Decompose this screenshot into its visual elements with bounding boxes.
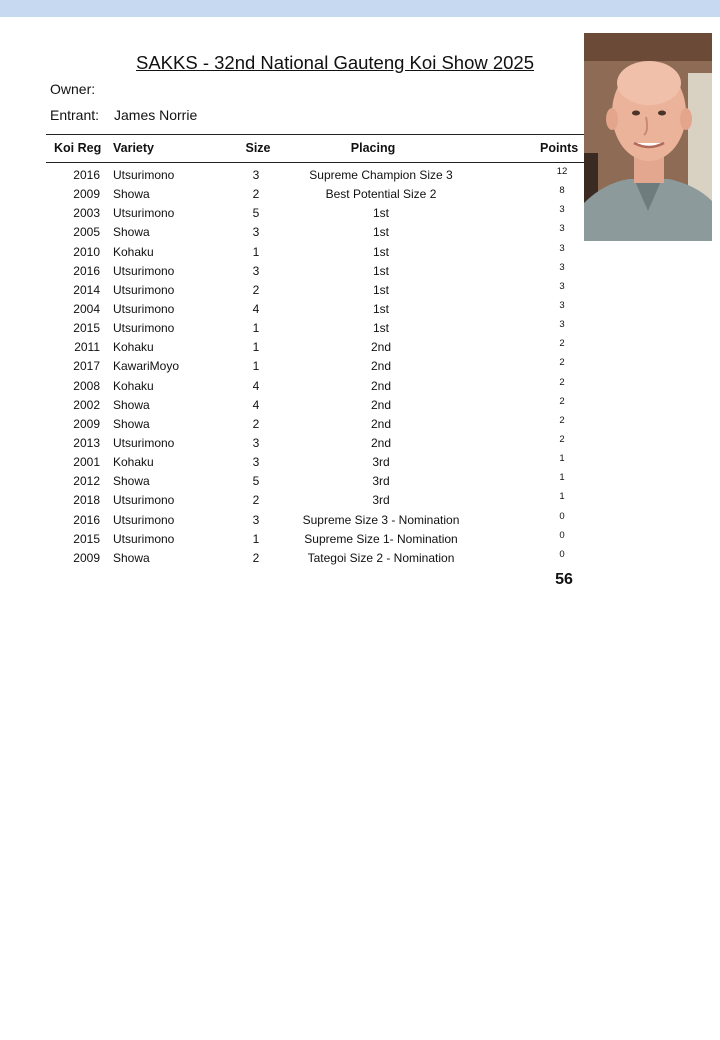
cell-placing: 1st — [372, 225, 390, 240]
cell-variety: Utsurimono — [113, 168, 175, 182]
cell-points: 0 — [559, 529, 565, 541]
cell-size: 3 — [252, 263, 260, 278]
cell-koi-reg: 2014 — [73, 282, 100, 297]
cell-koi-reg: 2015 — [73, 531, 100, 546]
cell-size: 1 — [252, 321, 260, 336]
cell-variety: Utsurimono — [113, 263, 175, 278]
table-row — [0, 319, 600, 338]
cell-size: 3 — [252, 512, 260, 527]
cell-points: 1 — [559, 453, 565, 465]
column-header-placing: Placing — [350, 141, 396, 155]
cell-koi-reg: 2004 — [73, 301, 100, 316]
cell-points: 3 — [559, 299, 565, 311]
cell-koi-reg: 2010 — [73, 244, 100, 259]
cell-size: 1 — [252, 340, 260, 355]
table-row — [0, 453, 600, 472]
cell-variety: Showa — [113, 474, 150, 489]
cell-variety: Kohaku — [113, 378, 154, 393]
cell-placing: 3rd — [372, 474, 390, 489]
cell-placing: Supreme Size 3 - Nomination — [302, 512, 460, 527]
top-color-band — [0, 0, 720, 17]
cell-placing: 1st — [372, 301, 390, 316]
cell-koi-reg: 2001 — [73, 455, 100, 470]
total-points: 56 — [555, 571, 573, 588]
cell-variety: Utsurimono — [113, 512, 175, 527]
cell-size: 3 — [252, 435, 260, 450]
cell-size: 1 — [252, 359, 260, 374]
table-row — [0, 223, 600, 242]
cell-placing: 2nd — [370, 340, 392, 355]
cell-points: 3 — [559, 280, 565, 292]
cell-points: 12 — [556, 166, 568, 177]
cell-points: 0 — [559, 548, 565, 560]
cell-variety: Utsurimono — [113, 206, 175, 221]
cell-variety: Kohaku — [113, 455, 154, 470]
cell-size: 2 — [252, 416, 260, 431]
cell-variety: KawariMoyo — [113, 359, 180, 374]
cell-points: 3 — [559, 319, 565, 331]
table-row — [0, 185, 600, 204]
cell-koi-reg: 2016 — [73, 512, 100, 527]
table-row — [0, 357, 600, 376]
cell-variety: Utsurimono — [113, 282, 175, 297]
page-title: SAKKS - 32nd National Gauteng Koi Show 2025 — [136, 52, 535, 73]
cell-variety: Kohaku — [113, 244, 154, 259]
table-row — [0, 396, 600, 415]
cell-points: 2 — [559, 357, 565, 369]
cell-placing: 1st — [372, 206, 390, 221]
cell-size: 4 — [252, 397, 260, 412]
cell-points: 3 — [559, 204, 565, 216]
cell-variety: Utsurimono — [113, 531, 175, 546]
cell-variety: Showa — [113, 397, 150, 412]
cell-size: 2 — [252, 187, 260, 202]
cell-points: 0 — [559, 510, 565, 522]
cell-size: 4 — [252, 301, 260, 316]
cell-size: 5 — [252, 474, 260, 489]
table-row — [0, 338, 600, 357]
entrant-label: Entrant: — [50, 107, 100, 123]
results-table-body — [0, 166, 600, 568]
cell-placing: 2nd — [370, 378, 392, 393]
table-row — [0, 166, 600, 185]
cell-placing: Supreme Champion Size 3 — [309, 168, 453, 182]
cell-placing: 1st — [372, 321, 390, 336]
cell-placing: Best Potential Size 2 — [325, 187, 437, 202]
table-row — [0, 491, 600, 510]
cell-variety: Utsurimono — [113, 321, 175, 336]
cell-points: 2 — [559, 433, 565, 445]
table-row — [0, 281, 600, 300]
table-row — [0, 472, 600, 491]
cell-placing: Tategoi Size 2 - Nomination — [307, 550, 455, 565]
cell-placing: 2nd — [370, 435, 392, 450]
cell-koi-reg: 2018 — [73, 493, 100, 508]
table-header-bottom-rule — [46, 162, 584, 163]
cell-placing: 1st — [372, 244, 390, 259]
cell-size: 4 — [252, 378, 260, 393]
table-header-top-rule — [46, 134, 584, 135]
cell-points: 2 — [559, 338, 565, 350]
cell-size: 5 — [252, 206, 260, 221]
cell-koi-reg: 2005 — [73, 225, 100, 240]
cell-variety: Showa — [113, 550, 150, 565]
table-row — [0, 434, 600, 453]
owner-label: Owner: — [50, 81, 96, 97]
cell-points: 1 — [559, 472, 565, 484]
table-row — [0, 549, 600, 568]
cell-points: 2 — [559, 395, 565, 407]
cell-size: 3 — [252, 168, 260, 182]
cell-koi-reg: 2017 — [73, 359, 100, 374]
column-header-size: Size — [245, 141, 271, 155]
cell-variety: Utsurimono — [113, 301, 175, 316]
cell-placing: 1st — [372, 282, 390, 297]
cell-variety: Kohaku — [113, 340, 154, 355]
cell-koi-reg: 2008 — [73, 378, 100, 393]
cell-koi-reg: 2013 — [73, 435, 100, 450]
table-row — [0, 204, 600, 223]
cell-size: 2 — [252, 493, 260, 508]
cell-placing: 1st — [372, 263, 390, 278]
cell-size: 2 — [252, 550, 260, 565]
cell-koi-reg: 2016 — [73, 168, 100, 182]
cell-koi-reg: 2016 — [73, 263, 100, 278]
cell-placing: Supreme Size 1- Nomination — [304, 531, 458, 546]
cell-koi-reg: 2003 — [73, 206, 100, 221]
entrant-name: James Norrie — [114, 107, 198, 123]
cell-placing: 2nd — [370, 397, 392, 412]
cell-points: 3 — [559, 261, 565, 273]
entrant-photo — [584, 33, 712, 241]
cell-variety: Utsurimono — [113, 435, 175, 450]
cell-points: 3 — [559, 242, 565, 254]
cell-variety: Utsurimono — [113, 493, 175, 508]
cell-koi-reg: 2009 — [73, 187, 100, 202]
cell-placing: 2nd — [370, 359, 392, 374]
cell-koi-reg: 2012 — [73, 474, 100, 489]
cell-variety: Showa — [113, 225, 150, 240]
cell-placing: 3rd — [372, 493, 390, 508]
cell-size: 3 — [252, 455, 260, 470]
column-header-points: Points — [540, 141, 579, 155]
cell-points: 2 — [559, 414, 565, 426]
cell-size: 3 — [252, 225, 260, 240]
cell-koi-reg: 2011 — [74, 340, 100, 355]
cell-size: 1 — [252, 531, 260, 546]
cell-koi-reg: 2009 — [73, 416, 100, 431]
cell-points: 3 — [559, 223, 565, 235]
column-header-koi-reg: Koi Reg — [54, 141, 102, 155]
table-row — [0, 511, 600, 530]
cell-size: 2 — [252, 282, 260, 297]
cell-koi-reg: 2002 — [73, 397, 100, 412]
cell-koi-reg: 2009 — [73, 550, 100, 565]
table-row — [0, 262, 600, 281]
cell-koi-reg: 2015 — [73, 321, 100, 336]
cell-variety: Showa — [113, 416, 150, 431]
table-row — [0, 300, 600, 319]
cell-variety: Showa — [113, 187, 150, 202]
table-row — [0, 415, 600, 434]
cell-placing: 3rd — [372, 455, 390, 470]
table-row — [0, 377, 600, 396]
table-row — [0, 530, 600, 549]
cell-points: 1 — [559, 491, 565, 503]
cell-size: 1 — [252, 244, 260, 259]
table-row — [0, 243, 600, 262]
cell-placing: 2nd — [370, 416, 392, 431]
column-header-variety: Variety — [113, 141, 155, 155]
cell-points: 8 — [559, 185, 565, 197]
cell-points: 2 — [559, 376, 565, 388]
